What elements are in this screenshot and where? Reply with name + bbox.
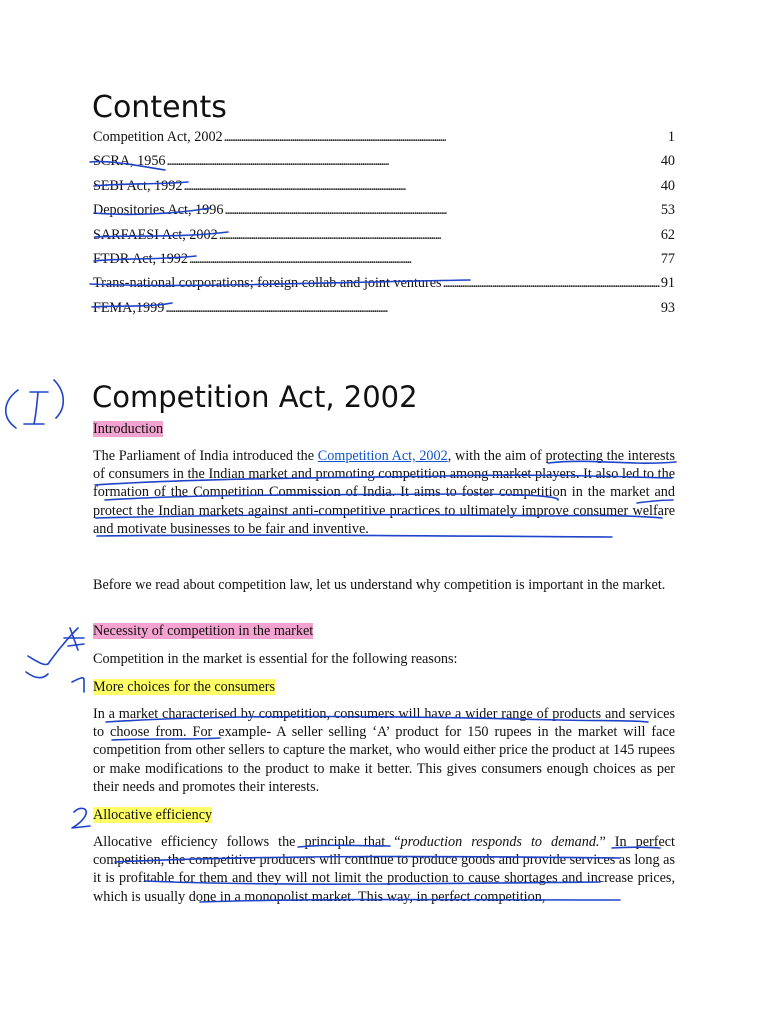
allocative-quote: production responds to demand. (400, 834, 600, 850)
toc-entry[interactable] (93, 299, 675, 323)
toc-entry-page: 53 (660, 202, 675, 219)
ink-left-paren (6, 390, 18, 428)
toc-entry-title: Trans-national corporations; foreign collab and joint ventures (93, 275, 442, 292)
toc-entry[interactable] (93, 250, 675, 274)
toc-entry-title: Competition Act, 2002 (93, 129, 223, 145)
toc-entry-title: SARFAESI Act, 2002 (93, 226, 218, 243)
allocative-heading (93, 806, 212, 824)
toc-dot-leader (167, 152, 660, 170)
allocative-text-before: Allocative efficiency follows the principle that “ (93, 834, 401, 850)
toc-dot-leader (219, 226, 660, 244)
necessity-heading (93, 622, 313, 640)
toc-dot-leader (224, 128, 667, 146)
choices-heading (93, 678, 275, 696)
necessity-checkmark-ink (26, 628, 84, 678)
ink-letter-i (24, 392, 48, 424)
toc-entry-title: SEBI Act, 1992 (93, 177, 183, 194)
toc-entry[interactable] (93, 226, 675, 250)
toc-dot-leader (443, 274, 660, 292)
ink-number-2 (72, 808, 90, 828)
introduction-heading-text: Introduction (93, 421, 164, 437)
necessity-heading-text: Necessity of competition in the market (93, 623, 314, 639)
section-title: Competition Act, 2002 (92, 380, 418, 414)
contents-title: Contents (92, 90, 227, 125)
table-of-contents (93, 128, 675, 323)
intro-text-after-link: , with the aim of protecting the interests of consumers in the Indian market and promoting competition among market players. It also led to the formation of the Competition Commission of India. It aims to foster competition in the market and protect the Indian markets against anti-competitive practices to ultimately improve consumer welfare and motivate businesses to be fair and inventive. (93, 448, 675, 537)
toc-entry[interactable] (93, 201, 675, 225)
toc-entry-page: 62 (660, 226, 675, 243)
toc-dot-leader (189, 250, 660, 268)
number-annotations (72, 678, 90, 828)
toc-entry-page: 93 (660, 299, 675, 316)
allocative-paragraph (93, 833, 675, 906)
toc-entry-page: 77 (660, 250, 675, 267)
ink-number-1 (72, 678, 84, 692)
toc-entry-title: FEMA,1999 (93, 299, 165, 316)
toc-entry-title: Depositories Act, 1996 (93, 202, 224, 219)
allocative-heading-text: Allocative efficiency (93, 807, 213, 823)
intro-text-before-link: The Parliament of India introduced the (93, 448, 318, 464)
toc-entry[interactable] (93, 152, 675, 176)
toc-entry-page: 40 (660, 177, 675, 194)
choices-heading-text: More choices for the consumers (93, 679, 276, 695)
section-marker-ink (6, 380, 64, 428)
toc-entry-page: 1 (667, 129, 675, 145)
toc-dot-leader (224, 201, 659, 219)
choices-paragraph: In a market characterised by competition, consumers will have a wider range of products and services to choose from. For example- A seller selling ‘A’ product for 150 rupees in the market will face competition from other sellers to capture the market, who would either price the product at 145 rupees or make modifications to the product to make it better. This gives consumers enough choices as per their needs and promotes their interests. (93, 706, 675, 795)
toc-entry[interactable] (93, 274, 675, 298)
before-law-paragraph: Before we read about competition law, let us understand why competition is important in the market. (93, 577, 666, 593)
toc-entry-title: FTDR Act, 1992 (93, 250, 188, 267)
toc-entry-page: 40 (660, 153, 675, 170)
toc-entry-title: SCRA, 1956 (93, 153, 166, 170)
introduction-heading (93, 420, 163, 438)
introduction-paragraph (93, 447, 675, 538)
ink-right-paren (54, 380, 63, 418)
toc-entry[interactable] (93, 128, 675, 152)
competition-act-link[interactable]: Competition Act, 2002 (317, 448, 448, 464)
toc-entry-page: 91 (660, 275, 675, 292)
toc-entry[interactable] (93, 177, 675, 201)
toc-dot-leader (165, 299, 659, 317)
necessity-paragraph: Competition in the market is essential for the following reasons: (93, 651, 458, 667)
allocative-text-after: ” In perfect competition, the competitive producers will continue to produce goods and provide services as long as it is profitable for them and they will not limit the production to cause shortages and increase prices, which is usually done in a monopolist market. This way, in perfect competition, (93, 834, 675, 905)
toc-dot-leader (183, 177, 659, 195)
